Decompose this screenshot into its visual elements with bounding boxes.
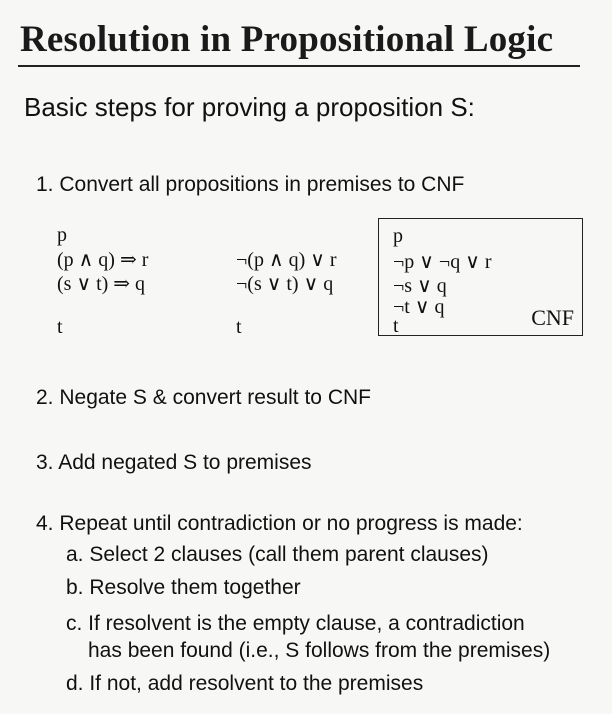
step-1: 1. Convert all propositions in premises to CNF [36,173,465,196]
substep-c-continued: has been found (i.e., S follows from the premises) [88,639,551,662]
premise-line: t [236,316,242,338]
substep-d: d. If not, add resolvent to the premises [66,672,424,695]
premise-line: ¬(s ∨ t) ∨ q [236,273,334,295]
cnf-label: CNF [531,305,574,330]
premise-line: t [57,316,63,338]
step-3: 3. Add negated S to premises [36,451,312,474]
premise-line: p [57,224,67,246]
subtitle: Basic steps for proving a proposition S: [24,92,475,122]
cnf-clause: t [393,315,399,337]
title-underline [18,65,580,67]
step-4: 4. Repeat until contradiction or no progress is made: [36,512,523,535]
substep-b: b. Resolve them together [66,576,301,599]
cnf-clause: p [393,225,403,247]
premise-line: (s ∨ t) ⇒ q [57,273,146,295]
cnf-clause: ¬t ∨ q [393,296,445,318]
step-2: 2. Negate S & convert result to CNF [36,386,371,409]
cnf-clause: ¬p ∨ ¬q ∨ r [393,251,492,273]
premise-line: (p ∧ q) ⇒ r [57,249,149,271]
page-title: Resolution in Propositional Logic [20,19,554,60]
substep-a: a. Select 2 clauses (call them parent clauses) [66,543,489,566]
cnf-clause: ¬s ∨ q [393,275,447,297]
cnf-box [378,218,583,336]
substep-c: c. If resolvent is the empty clause, a contradiction [66,612,525,635]
premise-line: ¬(p ∧ q) ∨ r [236,249,337,271]
